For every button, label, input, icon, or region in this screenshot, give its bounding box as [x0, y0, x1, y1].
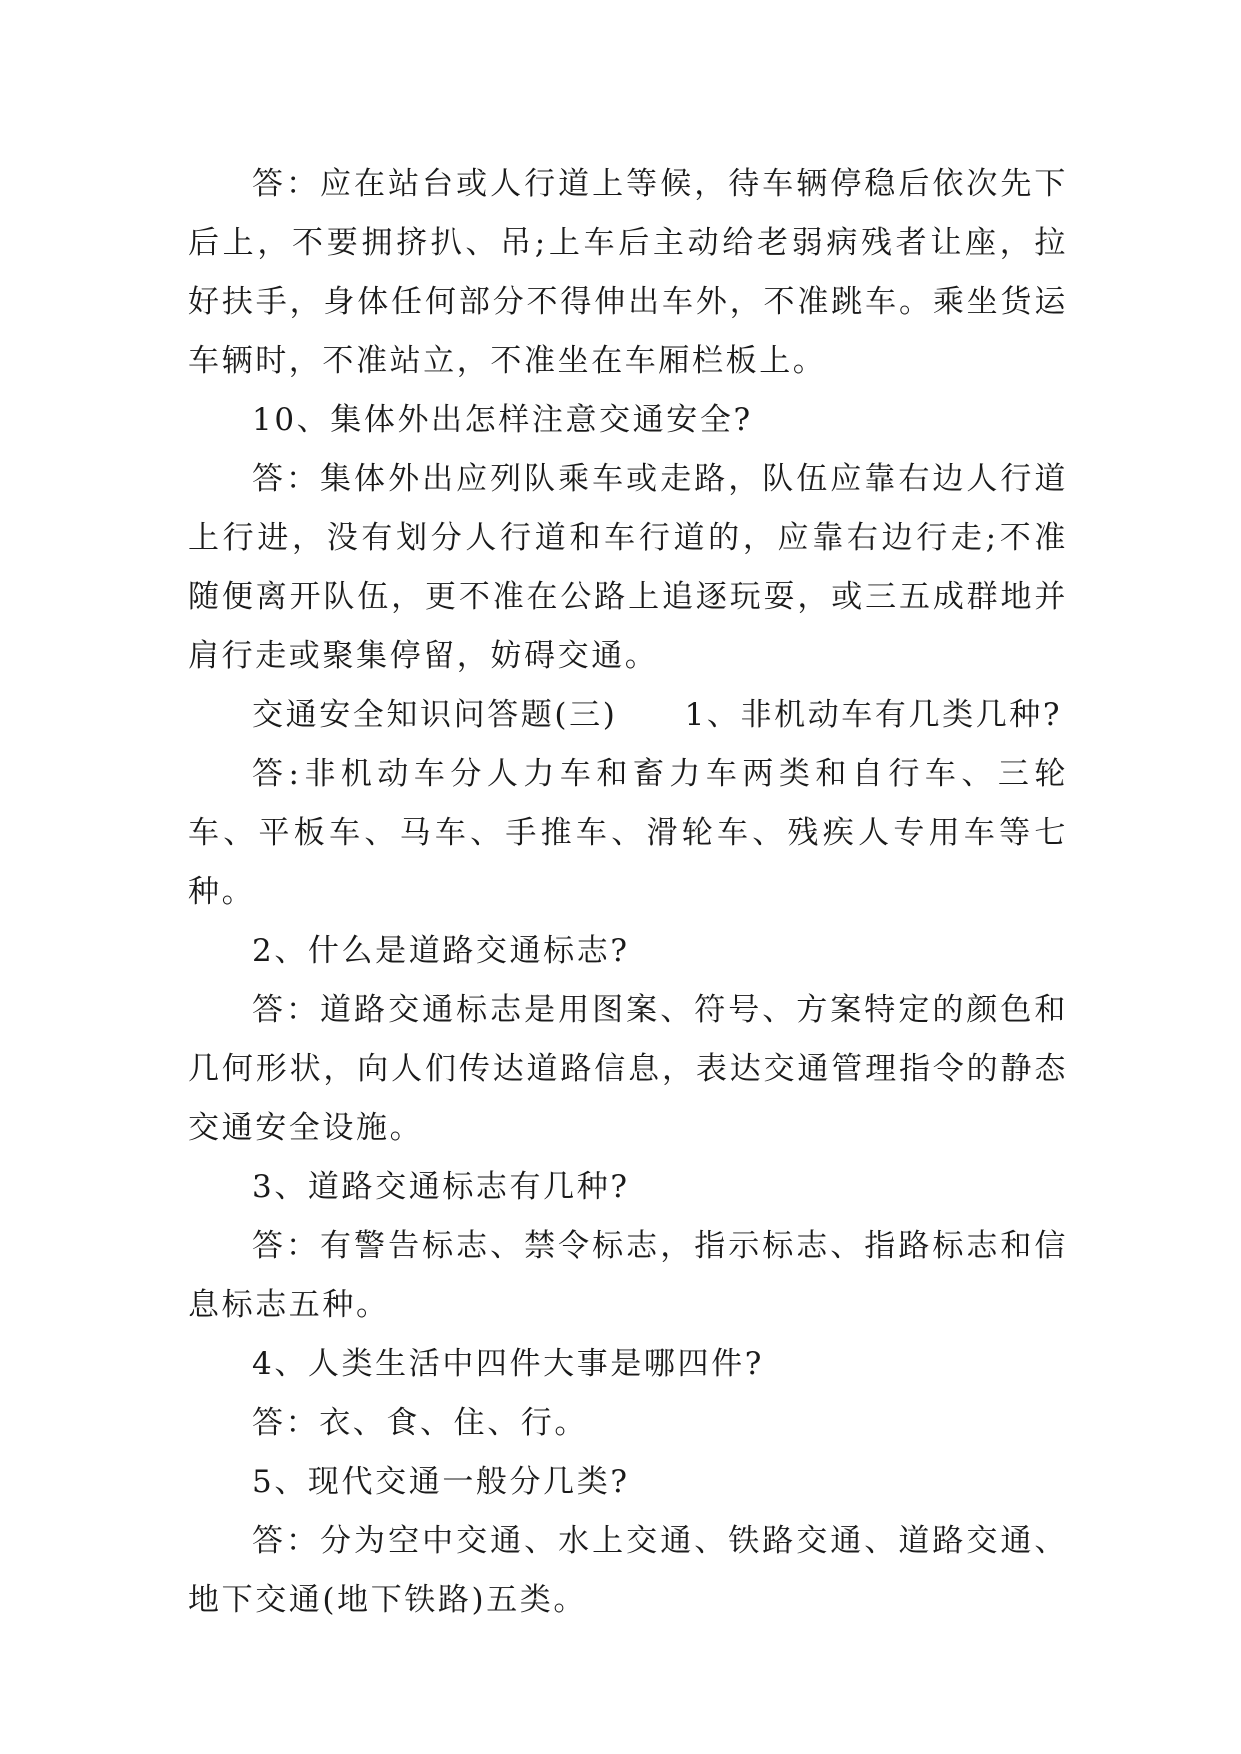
question-heading: 4、人类生活中四件大事是哪四件? [252, 1346, 764, 1382]
answer-paragraph: 答:非机动车分人力车和畜力车两类和自行车、三轮车、平板车、马车、手推车、滑轮车、残疾人专用车等七种。 [188, 756, 1068, 910]
question-heading: 2、什么是道路交通标志? [252, 933, 630, 969]
question-heading: 5、现代交通一般分几类? [252, 1464, 630, 1500]
answer-paragraph: 答：分为空中交通、水上交通、铁路交通、道路交通、地下交通(地下铁路)五类。 [188, 1523, 1068, 1618]
question-heading: 3、道路交通标志有几种? [252, 1169, 630, 1205]
answer-paragraph: 答：集体外出应列队乘车或走路，队伍应靠右边人行道上行进，没有划分人行道和车行道的，应靠右边行走;不准随便离开队伍，更不准在公路上追逐玩耍，或三五成群地并肩行走或聚集停留，妨碍交通。 [188, 461, 1068, 674]
section-title-question: 交通安全知识问答题(三) 1、非机动车有几类几种? [252, 697, 1063, 733]
document-body [188, 155, 1068, 1630]
answer-paragraph: 答：应在站台或人行道上等候，待车辆停稳后依次先下后上，不要拥挤扒、吊;上车后主动给老弱病残者让座，拉好扶手，身体任何部分不得伸出车外，不准跳车。乘坐货运车辆时，不准站立，不准坐在车厢栏板上。 [188, 166, 1068, 379]
question-heading: 10、集体外出怎样注意交通安全? [252, 402, 753, 438]
answer-paragraph: 答：道路交通标志是用图案、符号、方案特定的颜色和几何形状，向人们传达道路信息，表达交通管理指令的静态交通安全设施。 [188, 992, 1068, 1146]
answer-paragraph: 答：有警告标志、禁令标志，指示标志、指路标志和信息标志五种。 [188, 1228, 1068, 1323]
answer-paragraph: 答：衣、食、住、行。 [252, 1405, 588, 1441]
